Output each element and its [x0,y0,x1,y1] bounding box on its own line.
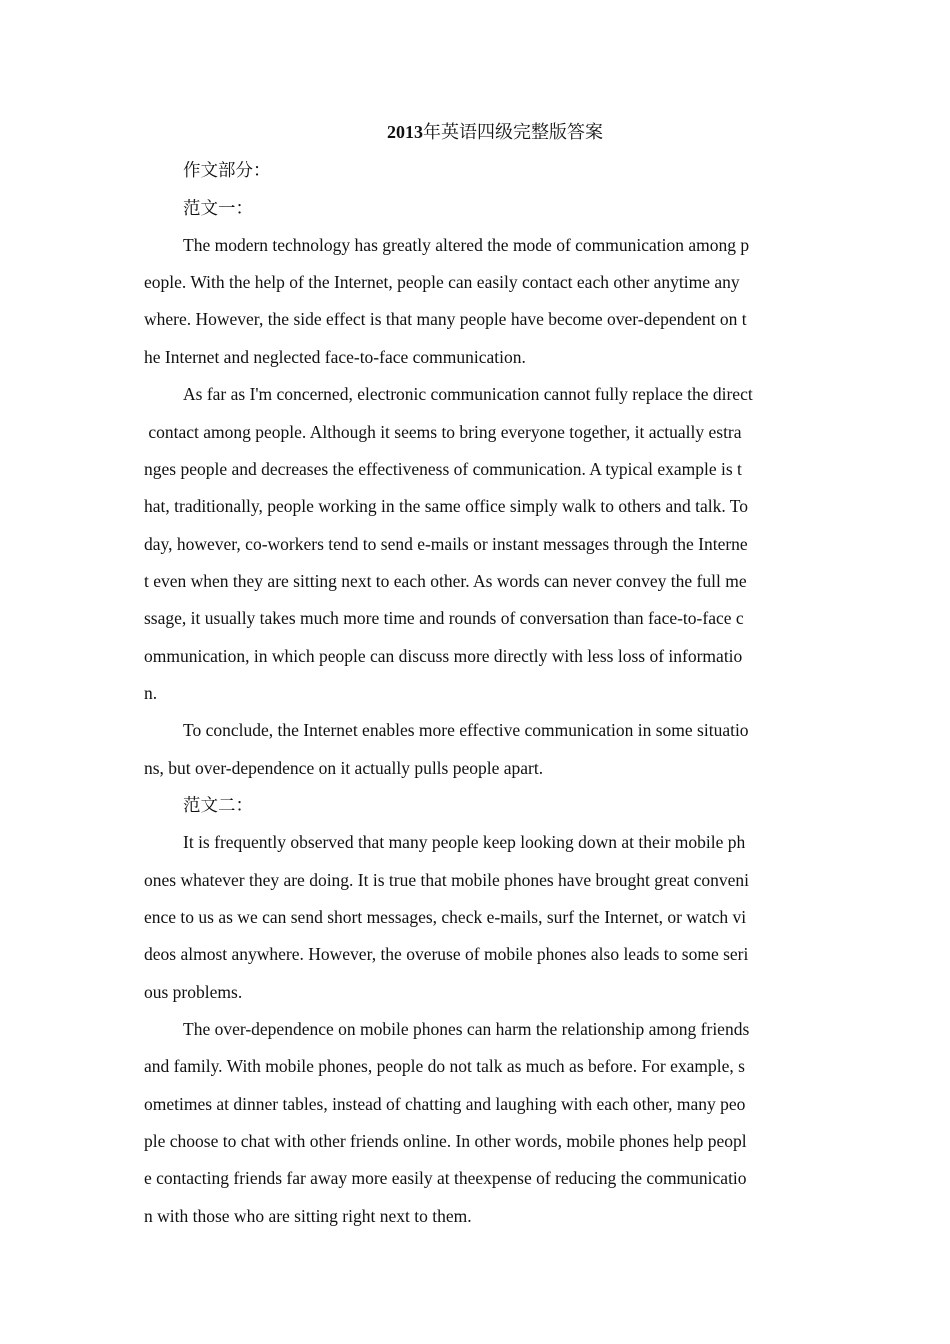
essay2-line: n with those who are sitting right next to them. [144,1206,472,1226]
essay2-line: The over-dependence on mobile phones can harm the relationship among friends [183,1019,750,1039]
essay1-line: To conclude, the Internet enables more effective communication in some situatio [183,720,749,740]
essay2-line: e contacting friends far away more easily at theexpense of reducing the communicatio [144,1168,747,1188]
essay1-line: ns, but over-dependence on it actually pulls people apart. [144,758,544,778]
essay2-line: ometimes at dinner tables, instead of chatting and laughing with each other, many peo [144,1094,746,1114]
title-text: 年英语四级完整版答案 [423,122,603,142]
essay1-line: where. However, the side effect is that many people have become over-dependent on t [144,309,747,329]
section-heading: 作文部分： [183,160,271,180]
essay1-line: ssage, it usually takes much more time and rounds of conversation than face-to-face c [144,608,744,628]
essay1-heading: 范文一： [183,198,253,218]
essay1-line: eople. With the help of the Internet, people can easily contact each other anytime any [144,272,740,292]
essay2-line: and family. With mobile phones, people do not talk as much as before. For example, s [144,1056,745,1076]
essay2-line: ous problems. [144,982,243,1002]
essay2-heading: 范文二： [183,795,253,815]
essay1-line: n. [144,683,158,703]
essay2-line: ple choose to chat with other friends online. In other words, mobile phones help peopl [144,1131,747,1151]
essay2-line: ones whatever they are doing. It is true that mobile phones have brought great conveni [144,870,750,890]
essay2-line: It is frequently observed that many people keep looking down at their mobile ph [183,832,746,852]
essay2-line: ence to us as we can send short messages, check e-mails, surf the Internet, or watch vi [144,907,747,927]
essay1-line: hat, traditionally, people working in the same office simply walk to others and talk. To [144,496,749,516]
essay1-line: day, however, co-workers tend to send e-mails or instant messages through the Interne [144,534,748,554]
essay1-line: t even when they are sitting next to each other. As words can never convey the full me [144,571,747,591]
essay1-line: The modern technology has greatly altered the mode of communication among p [183,235,750,255]
essay1-line: nges people and decreases the effectiveness of communication. A typical example is t [144,459,742,479]
essay1-line: ommunication, in which people can discuss more directly with less loss of informatio [144,646,743,666]
page-title [0,118,950,146]
essay2-line: deos almost anywhere. However, the overuse of mobile phones also leads to some seri [144,944,749,964]
essay1-line: contact among people. Although it seems to bring everyone together, it actually estra [144,422,742,442]
essay1-line: As far as I'm concerned, electronic communication cannot fully replace the direct [183,384,753,404]
title-year: 2013 [387,122,423,142]
essay1-line: he Internet and neglected face-to-face communication. [144,347,526,367]
